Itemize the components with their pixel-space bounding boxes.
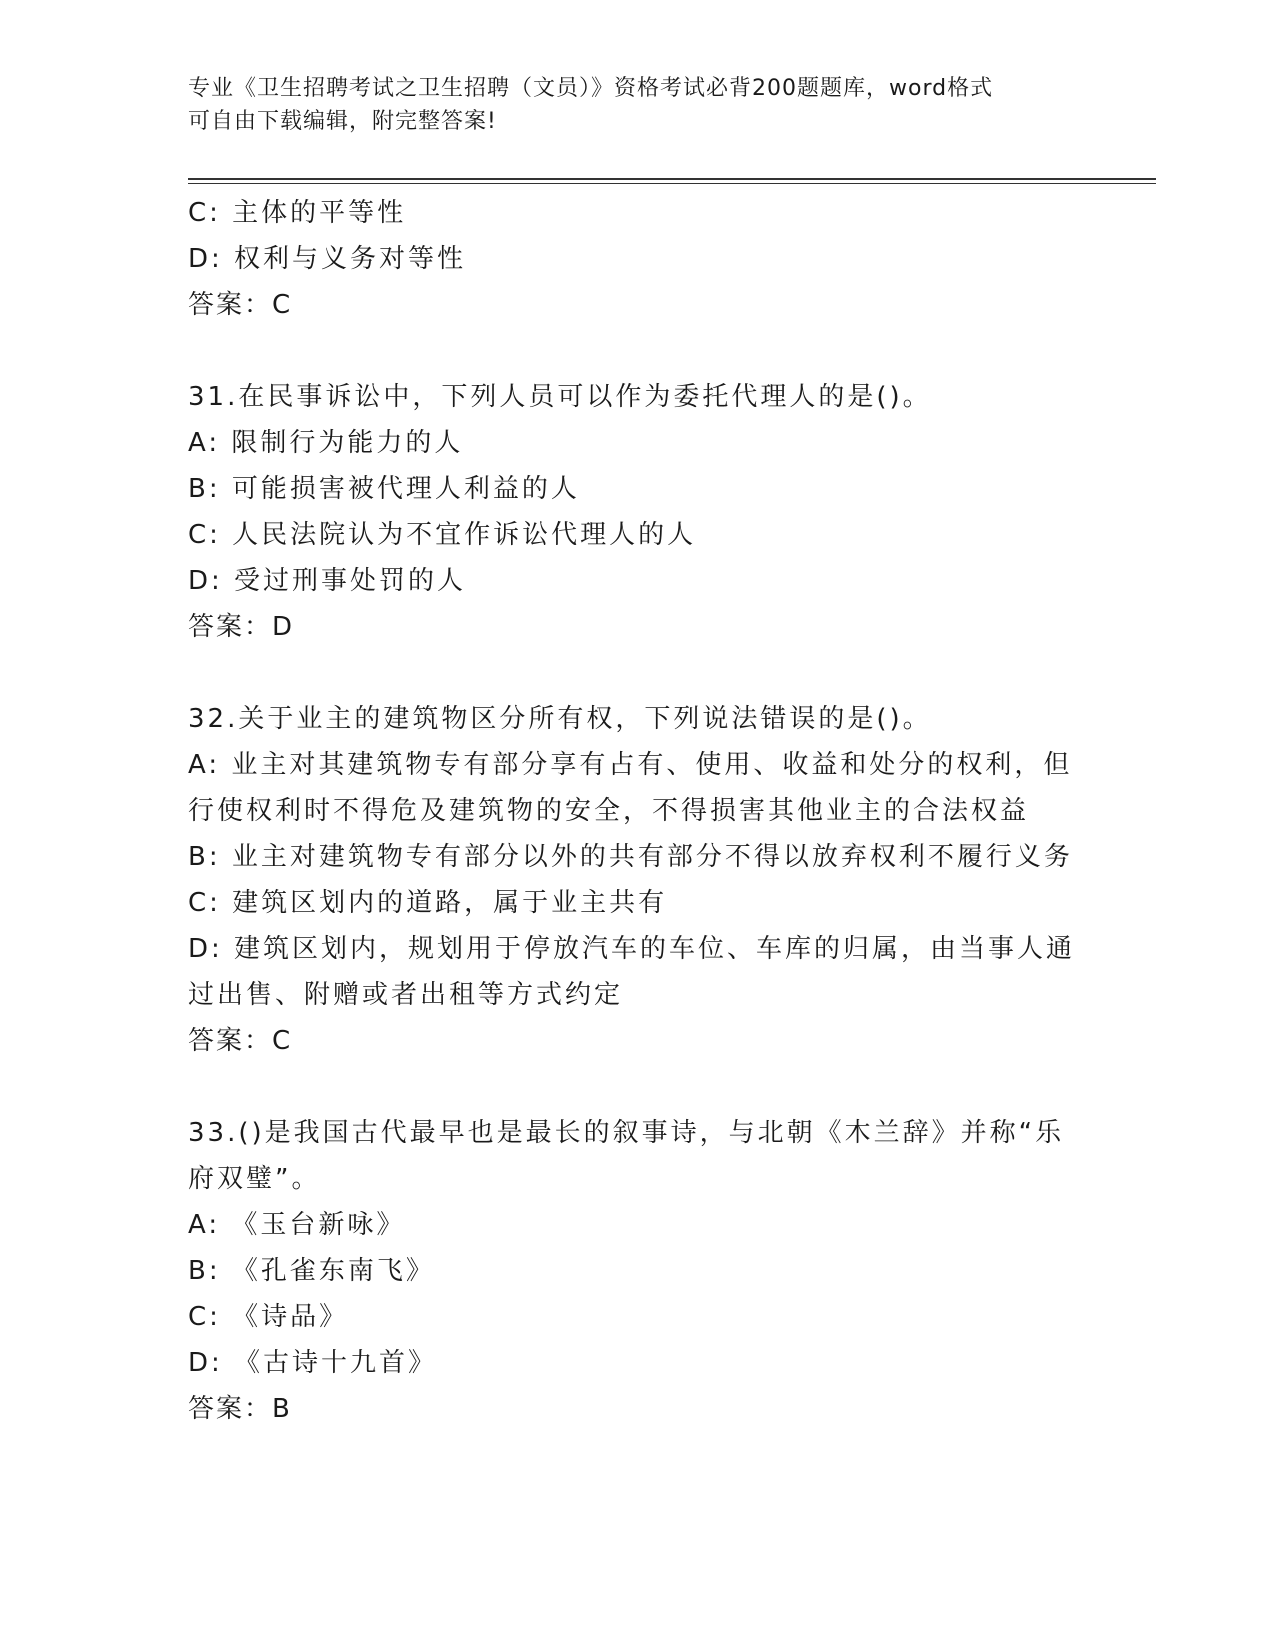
option-a-continued: 行使权利时不得危及建筑物的安全，不得损害其他业主的合法权益 (188, 796, 1030, 826)
spacer (188, 328, 1088, 374)
spacer (188, 650, 1088, 696)
question-content (188, 190, 1088, 1432)
answer-line: 答案：B (188, 1394, 292, 1424)
option-c: C: 人民法院认为不宜作诉讼代理人的人 (188, 520, 697, 550)
option-c: C: 《诗品》 (188, 1302, 349, 1332)
option-d: D: 建筑区划内，规划用于停放汽车的车位、车库的归属，由当事人通 (188, 934, 1076, 964)
page-header (188, 72, 1068, 138)
option-b: B: 《孔雀东南飞》 (188, 1256, 435, 1286)
option-c: C: 建筑区划内的道路，属于业主共有 (188, 888, 668, 918)
question-stem: 32.关于业主的建筑物区分所有权，下列说法错误的是()。 (188, 704, 932, 734)
answer-line: 答案：C (188, 1026, 293, 1056)
question-stem: 31.在民事诉讼中，下列人员可以作为委托代理人的是()。 (188, 382, 932, 412)
question-31 (188, 374, 1088, 650)
option-b: B: 可能损害被代理人利益的人 (188, 474, 580, 504)
question-stem: 33.()是我国古代最早也是最长的叙事诗，与北朝《木兰辞》并称“乐 (188, 1118, 1065, 1148)
header-divider (188, 178, 1156, 184)
option-b: B: 业主对建筑物专有部分以外的共有部分不得以放弃权利不履行义务 (188, 842, 1073, 872)
question-33 (188, 1110, 1088, 1432)
answer-line: 答案：D (188, 612, 295, 642)
option-a: A: 《玉台新咏》 (188, 1210, 406, 1240)
previous-question (188, 190, 1088, 328)
option-d: D: 《古诗十九首》 (188, 1348, 438, 1378)
option-a: A: 业主对其建筑物专有部分享有占有、使用、收益和处分的权利，但 (188, 750, 1073, 780)
question-stem-continued: 府双璧”。 (188, 1164, 321, 1194)
option-d: D: 受过刑事处罚的人 (188, 566, 467, 596)
header-title-line-2: 可自由下载编辑，附完整答案! (188, 109, 497, 134)
option-d-continued: 过出售、附赠或者出租等方式约定 (188, 980, 624, 1010)
header-title-line-1: 专业《卫生招聘考试之卫生招聘（文员）》资格考试必背200题题库，word格式 (188, 76, 994, 101)
question-32 (188, 696, 1088, 1064)
option-c: C: 主体的平等性 (188, 198, 407, 228)
option-d: D: 权利与义务对等性 (188, 244, 467, 274)
option-a: A: 限制行为能力的人 (188, 428, 464, 458)
answer-line: 答案：C (188, 290, 293, 320)
spacer (188, 1064, 1088, 1110)
